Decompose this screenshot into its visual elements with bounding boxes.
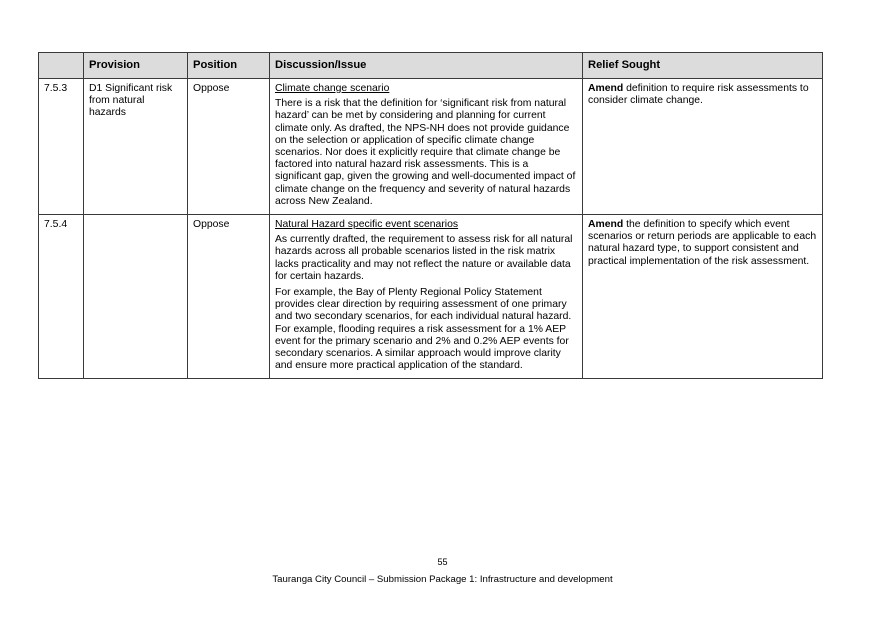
row-relief [583, 79, 823, 215]
header-provision: Provision [84, 53, 188, 79]
issue-title: Natural Hazard specific event scenarios [275, 219, 459, 231]
header-ref [39, 53, 84, 79]
relief-text: the definition to specify which event scenarios or return periods are applicable to each natural hazard type, to support consistent and practical implementation of the risk assessment. [588, 219, 817, 267]
table-row [39, 215, 823, 379]
header-relief: Relief Sought [583, 53, 823, 79]
page-number: 55 [437, 557, 448, 567]
row-provision: D1 Significant risk from natural hazards [84, 79, 188, 215]
header-discussion: Discussion/Issue [270, 53, 583, 79]
row-discussion [270, 79, 583, 215]
row-ref: 7.5.3 [39, 79, 84, 215]
issue-paragraph: For example, the Bay of Plenty Regional Policy Statement provides clear direction by requiring assessment of one primary and two secondary scenarios, for each individual natural hazard. For example, flooding requires a risk assessment for a 1% AEP event for the primary scenario and 2% and 0.2% AEP events for secondary scenarios. A similar approach would improve clarity and ensure more practical application of the standard. [275, 287, 572, 372]
submission-table [38, 52, 823, 379]
table-header-row [39, 53, 823, 79]
row-provision [84, 215, 188, 379]
relief-text: definition to require risk assessments to consider climate change. [588, 83, 809, 107]
row-position: Oppose [188, 215, 270, 379]
relief-keyword: Amend [588, 83, 624, 94]
row-ref: 7.5.4 [39, 215, 84, 379]
issue-title: Climate change scenario [275, 83, 390, 94]
page-footer: Tauranga City Council – Submission Package 1: Infrastructure and development [272, 574, 613, 585]
row-discussion [270, 215, 583, 379]
issue-paragraph: There is a risk that the definition for ‘significant risk from natural hazard’ can be met by considering and planning for current climate only. As drafted, the NPS-NH does not provide guidance on the selection or application of specific climate change scenarios. Nor does it explicitly require that climate change be factored into natural hazard risk assessments. This is a significant gap, given the growing and well-documented impact of climate change on the frequency and severity of natural hazards across New Zealand. [275, 98, 576, 207]
issue-paragraph: As currently drafted, the requirement to assess risk for all natural hazards across all probable scenarios listed in the risk matrix lacks practicality and may not reflect the nature or available data for certain hazards. [275, 234, 573, 282]
row-relief [583, 215, 823, 379]
row-position: Oppose [188, 79, 270, 215]
header-position: Position [188, 53, 270, 79]
relief-keyword: Amend [588, 219, 624, 231]
table-row [39, 79, 823, 215]
